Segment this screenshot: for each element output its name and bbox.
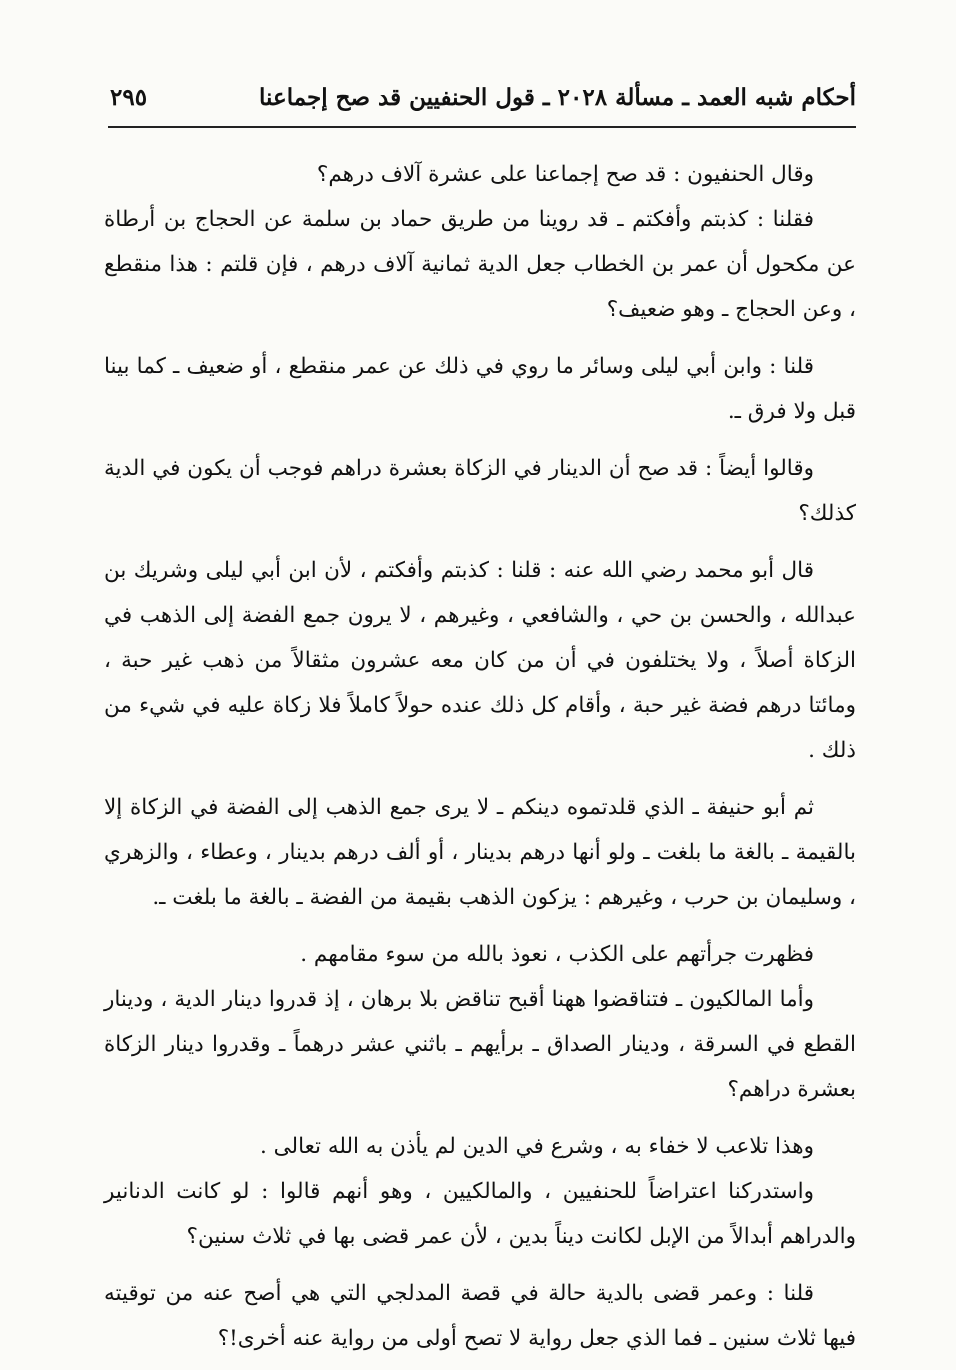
- running-title: أحكام شبه العمد ـ مسألة ٢٠٢٨ ـ قول الحنفيين قد صح إجماعنا: [259, 84, 856, 111]
- header-rule: [108, 126, 856, 128]
- page-number: ٢٩٥: [110, 84, 148, 111]
- main-text: [104, 152, 856, 1361]
- paragraph: قلنا : وابن أبي ليلى وسائر ما روي في ذلك عن عمر منقطع ، أو ضعيف ـ كما بينا قبل ولا فرق ـ.: [104, 354, 856, 424]
- paragraph: قال أبو محمد رضي الله عنه : قلنا : كذبتم وأفكتم ، لأن ابن أبي ليلى وشريك بن عبدالله ، والحسن بن حي ، والشافعي ، وغيرهم ، لا يرون جمع الفضة إلى الذهب في الزكاة أصلاً ، ولا يختلفون في أن من كان معه عشرون مثقالاً من ذهب غير حبة ، ومائتا درهم فضة غير حبة ، وأقام كل ذلك عنده حولاً كاملاً فلا زكاة عليه في شيء من ذلك .: [104, 558, 856, 763]
- paragraph: قلنا : وعمر قضى بالدية حالة في قصة المدلجي التي هي أصح عنه من توقيته فيها ثلاث سنين ـ فما الذي جعل رواية لا تصح أولى من رواية عنه أخرى!؟: [104, 1281, 856, 1351]
- paragraph: واستدركنا اعتراضاً للحنفيين ، والمالكيين ، وهو أنهم قالوا : لو كانت الدنانير والدراهم أبدالاً من الإبل لكانت ديناً بدين ، لأن عمر قضى بها في ثلاث سنين؟: [104, 1179, 856, 1249]
- paragraph: وقال الحنفيون : قد صح إجماعنا على عشرة آلاف درهم؟: [316, 162, 814, 187]
- paragraph: وأما المالكيون ـ فتناقضوا ههنا أقبح تناقض بلا برهان ، إذ قدروا دينار الدية ، ودينار القطع في السرقة ، ودينار الصداق ـ برأيهم ـ باثني عشر درهماً ـ وقدروا دينار الزكاة بعشرة دراهم؟: [104, 987, 856, 1102]
- page-header: [110, 84, 856, 120]
- paragraph: فظهرت جرأتهم على الكذب ، نعوذ بالله من سوء مقامهم .: [300, 942, 814, 967]
- paragraph: ثم أبو حنيفة ـ الذي قلدتموه دينكم ـ لا يرى جمع الذهب إلى الفضة في الزكاة إلا بالقيمة ـ بالغة ما بلغت ـ ولو أنها درهم بدينار ، أو ألف درهم بدينار ، وعطاء ، والزهري ، وسليمان بن حرب ، وغيرهم : يزكون الذهب بقيمة من الفضة ـ بالغة ما بلغت ـ.: [104, 795, 856, 910]
- paragraph: وهذا تلاعب لا خفاء به ، وشرع في الدين لم يأذن به الله تعالى .: [259, 1134, 814, 1159]
- paragraph: وقالوا أيضاً : قد صح أن الدينار في الزكاة بعشرة دراهم فوجب أن يكون في الدية كذلك؟: [104, 456, 856, 526]
- paragraph: فقلنا : كذبتم وأفكتم ـ قد روينا من طريق حماد بن سلمة عن الحجاج بن أرطاة عن مكحول أن عمر بن الخطاب جعل الدية ثمانية آلاف درهم ، فإن قلتم : هذا منقطع ، وعن الحجاج ـ وهو ضعيف؟: [104, 207, 856, 322]
